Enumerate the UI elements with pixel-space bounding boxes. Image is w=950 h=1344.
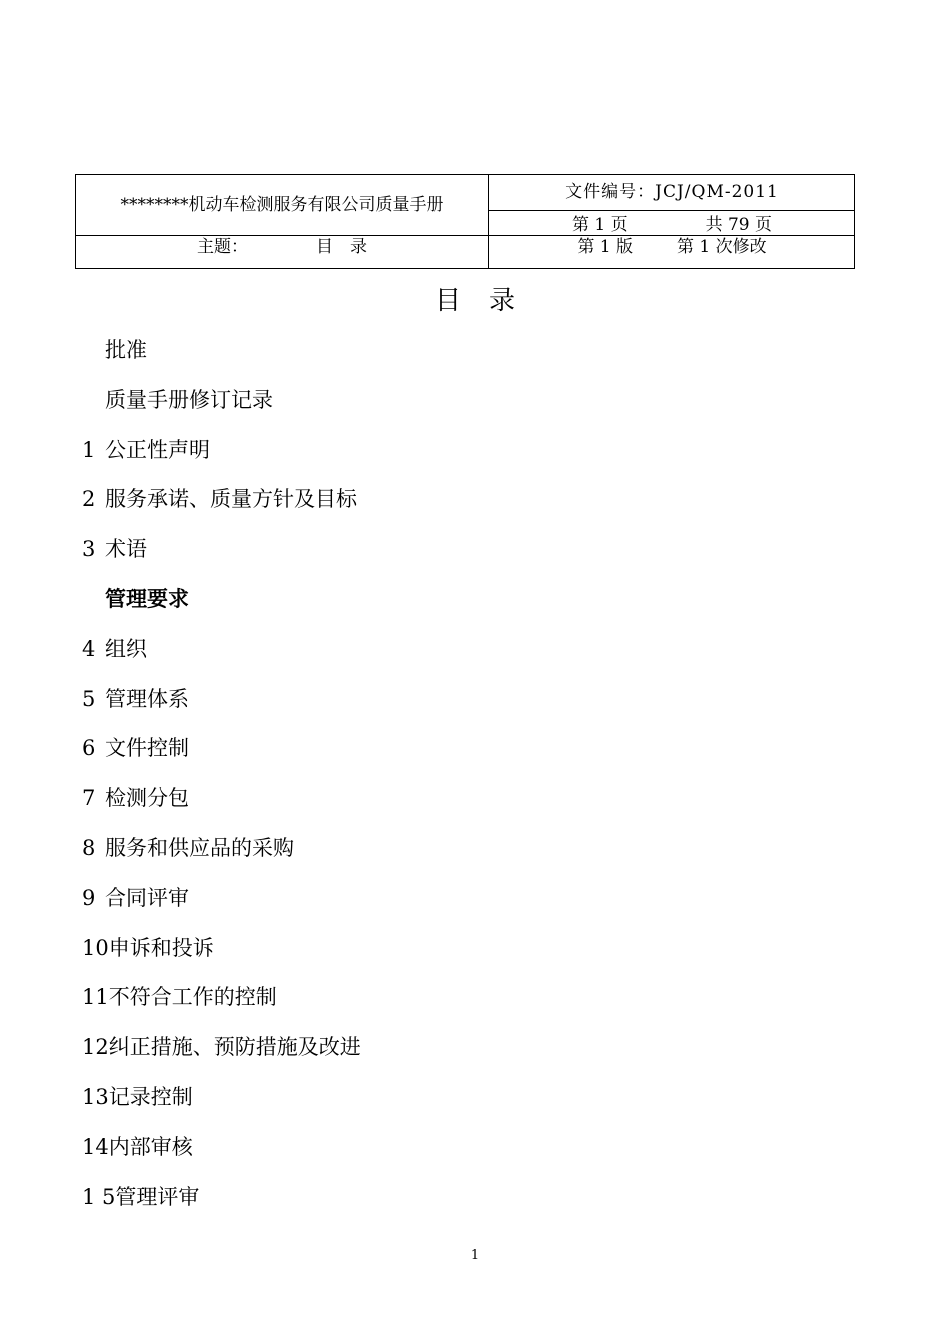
toc-item-management-system bbox=[82, 683, 361, 733]
toc-item-text: 公正性声明 bbox=[105, 437, 210, 462]
toc-title-char: 录 bbox=[489, 286, 516, 316]
toc-item-text: 合同评审 bbox=[105, 885, 189, 910]
document-header-table bbox=[75, 174, 855, 269]
toc-item-number: 7 bbox=[82, 786, 96, 811]
toc-item-subcontracting bbox=[82, 782, 361, 832]
toc-item-text: 服务和供应品的采购 bbox=[105, 835, 294, 860]
toc-item-record-control bbox=[82, 1081, 361, 1131]
toc-item-text: 管理评审 bbox=[115, 1184, 200, 1209]
toc-item-text: 管理要求 bbox=[105, 586, 189, 611]
revision: 第 1 次修改 bbox=[677, 237, 767, 257]
page-number: 1 bbox=[470, 1248, 480, 1263]
toc-item-text: 内部审核 bbox=[108, 1134, 193, 1159]
toc-item-number: 2 bbox=[82, 487, 96, 512]
toc-item-number: 5 bbox=[82, 686, 96, 711]
toc-title bbox=[0, 284, 950, 318]
toc-list bbox=[82, 334, 361, 1230]
subject-cell bbox=[76, 236, 489, 269]
toc-section-heading bbox=[82, 583, 361, 633]
toc-item-internal-audit bbox=[82, 1131, 361, 1181]
toc-item-organization bbox=[82, 633, 361, 683]
version: 第 1 版 bbox=[577, 237, 633, 257]
toc-item-number: 11 bbox=[82, 985, 109, 1010]
toc-item-number: 4 bbox=[82, 636, 96, 661]
toc-item-number: 10 bbox=[82, 935, 109, 960]
page-count-cell bbox=[489, 211, 855, 236]
toc-item-nonconforming-work bbox=[82, 981, 361, 1031]
toc-item-approval bbox=[82, 334, 361, 384]
doc-number: 文件编号：JCJ/QM-2011 bbox=[565, 182, 779, 202]
company-title: ********机动车检测服务有限公司质量手册 bbox=[120, 194, 444, 215]
toc-item-text: 管理体系 bbox=[105, 686, 189, 711]
company-title-cell bbox=[76, 175, 489, 236]
toc-item-text: 文件控制 bbox=[105, 736, 189, 761]
toc-item-number: 8 bbox=[82, 835, 96, 860]
page-total: 共 79 页 bbox=[705, 215, 773, 235]
toc-item-number: 14 bbox=[82, 1134, 109, 1159]
toc-item-number: 12 bbox=[82, 1035, 109, 1060]
toc-item-terms bbox=[82, 533, 361, 583]
toc-item-text: 术语 bbox=[105, 537, 147, 562]
subject-value: 目 录 bbox=[316, 237, 367, 257]
toc-item-number: 6 bbox=[82, 736, 96, 761]
toc-item-text: 服务承诺、质量方针及目标 bbox=[105, 487, 357, 512]
toc-item-number: 1 5 bbox=[82, 1184, 116, 1209]
subject-label: 主题： bbox=[197, 237, 248, 257]
toc-item-corrective-action bbox=[82, 1031, 361, 1081]
toc-item-service-commitment bbox=[82, 483, 361, 533]
toc-item-management-review bbox=[82, 1181, 361, 1231]
toc-item-number: 1 bbox=[82, 437, 96, 462]
toc-item-contract-review bbox=[82, 882, 361, 932]
toc-item-purchasing bbox=[82, 832, 361, 882]
version-cell bbox=[489, 236, 855, 269]
toc-item-text: 纠正措施、预防措施及改进 bbox=[108, 1035, 361, 1060]
toc-item-revision-record bbox=[82, 384, 361, 434]
toc-item-text: 不符合工作的控制 bbox=[108, 985, 277, 1010]
doc-number-cell bbox=[489, 175, 855, 211]
toc-item-number: 13 bbox=[82, 1084, 109, 1109]
toc-item-document-control bbox=[82, 732, 361, 782]
toc-item-impartiality bbox=[82, 434, 361, 484]
toc-item-number: 3 bbox=[82, 537, 96, 562]
toc-item-text: 组织 bbox=[105, 636, 147, 661]
toc-item-text: 申诉和投诉 bbox=[108, 935, 214, 960]
toc-item-number: 9 bbox=[82, 885, 96, 910]
page-current: 第 1 页 bbox=[571, 215, 628, 235]
toc-item-text: 检测分包 bbox=[105, 786, 189, 811]
toc-item-text: 记录控制 bbox=[108, 1084, 193, 1109]
toc-item-complaints bbox=[82, 932, 361, 982]
toc-title-char: 目 bbox=[434, 286, 461, 316]
toc-item-text: 质量手册修订记录 bbox=[105, 387, 273, 412]
toc-item-text: 批准 bbox=[105, 338, 147, 362]
